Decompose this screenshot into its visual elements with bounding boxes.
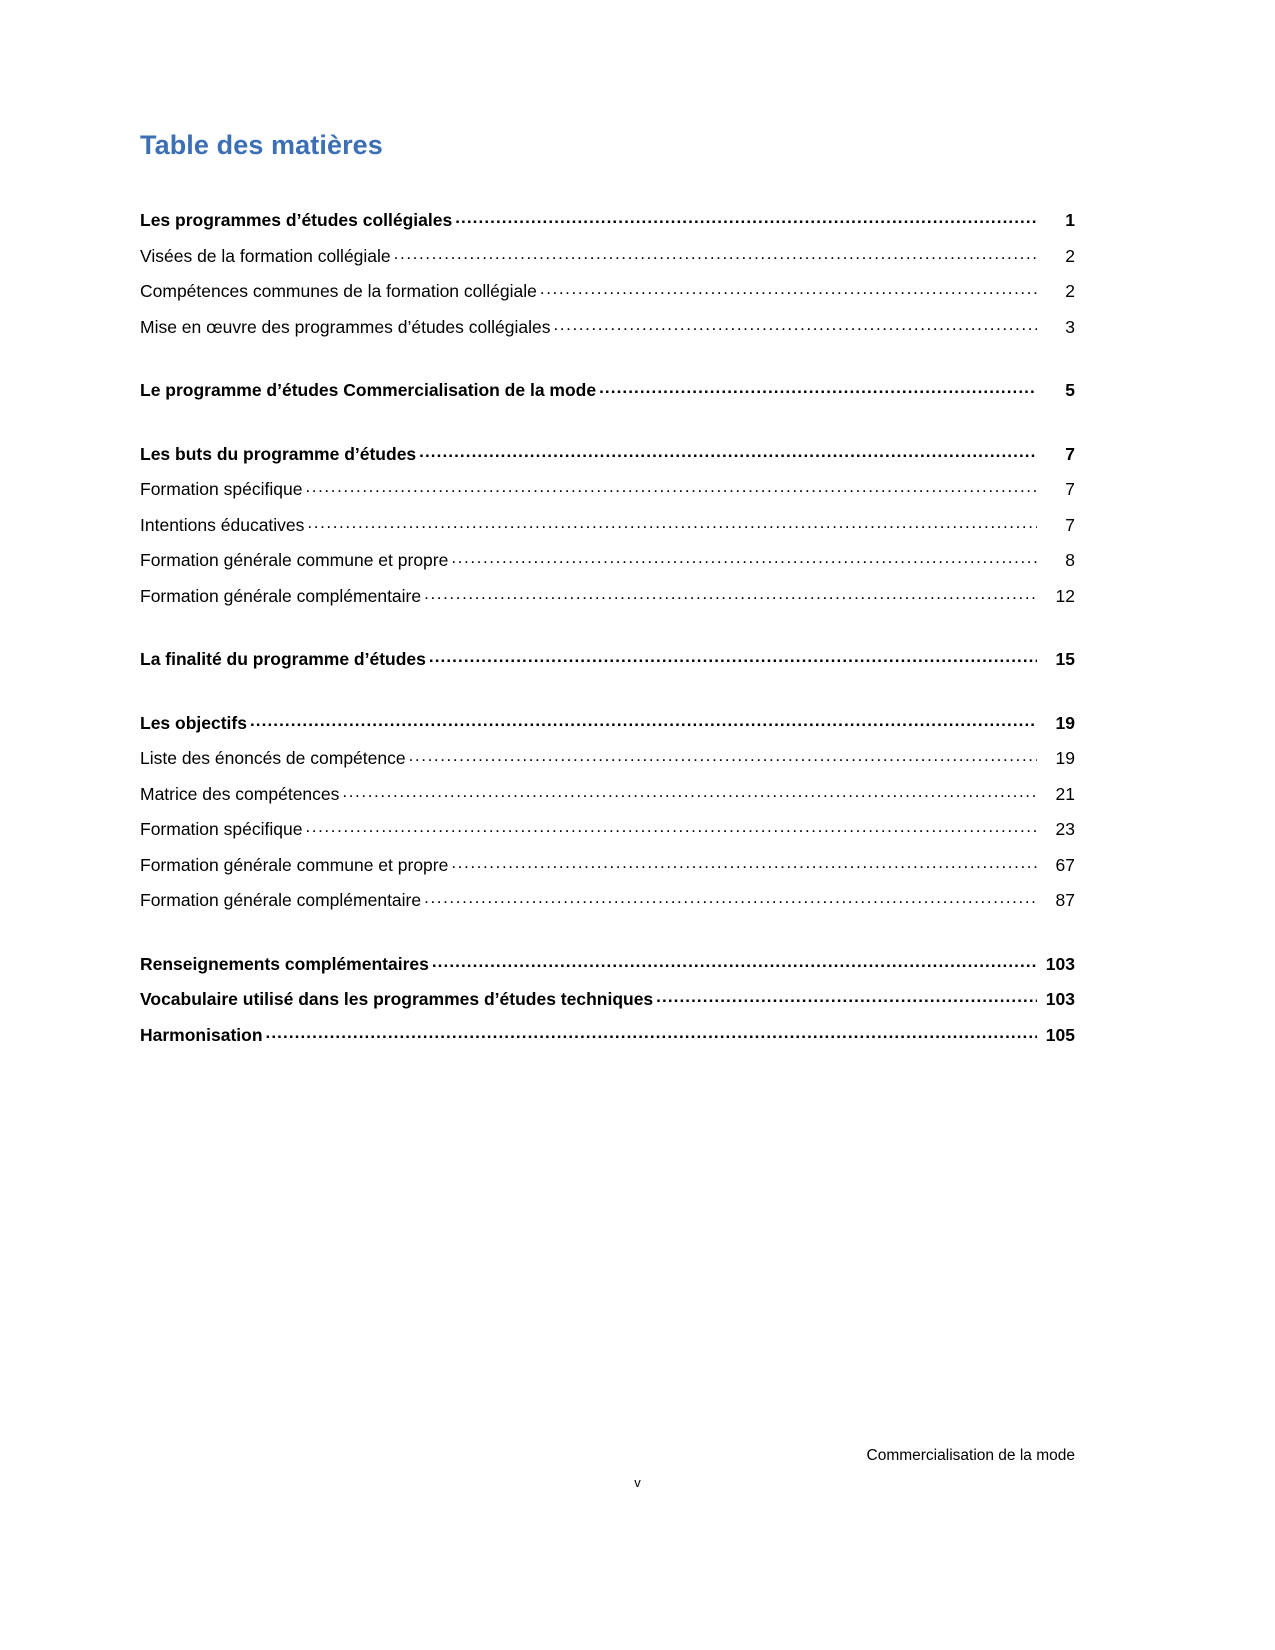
toc-entry-page-number: 2: [1065, 281, 1075, 301]
toc-entry-label: Mise en œuvre des programmes d’études collégiales: [140, 316, 551, 337]
toc-entry-page-number: 7: [1065, 479, 1075, 499]
toc-leader-dots: [419, 443, 1037, 460]
toc-entry-label: Matrice des compétences: [140, 783, 340, 804]
toc-entry-label: Vocabulaire utilisé dans les programmes d’études techniques: [140, 989, 654, 1009]
toc-leader-dots: [451, 854, 1037, 871]
toc-entry-page-number: 1: [1065, 210, 1075, 230]
toc-entry[interactable]: [140, 472, 1075, 508]
toc-group: [140, 373, 1075, 409]
toc-entry[interactable]: [140, 1018, 1075, 1054]
toc-leader-dots: [266, 1024, 1037, 1041]
toc-entry-page-number: 87: [1055, 890, 1075, 910]
toc-entry[interactable]: [140, 741, 1075, 777]
toc-entry[interactable]: [140, 777, 1075, 813]
toc-entry-page-number: 23: [1055, 819, 1075, 839]
toc-entry[interactable]: [140, 239, 1075, 275]
toc-group-spacer: [140, 614, 1075, 642]
toc-entry-page-number: 3: [1065, 316, 1075, 337]
toc-entry-page-number: 19: [1055, 712, 1075, 733]
toc-entry-page-number: 67: [1055, 854, 1075, 875]
toc-entry-label: Renseignements complémentaires: [140, 953, 429, 974]
toc-content: [140, 130, 1075, 1053]
toc-leader-dots: [342, 783, 1037, 800]
toc-group: [140, 437, 1075, 615]
toc-leader-dots: [250, 712, 1037, 729]
toc-entry-page-number: 2: [1065, 245, 1075, 266]
toc-leader-dots: [429, 648, 1037, 665]
toc-entry-label: Formation spécifique: [140, 819, 303, 839]
toc-leader-dots: [307, 514, 1037, 531]
toc-group-spacer: [140, 409, 1075, 437]
toc-group: [140, 706, 1075, 919]
toc-leader-dots: [553, 316, 1037, 333]
toc-entry[interactable]: [140, 373, 1075, 409]
toc-entry-label: Intentions éducatives: [140, 514, 305, 535]
toc-group-spacer: [140, 678, 1075, 706]
toc-entry-label: Formation générale commune et propre: [140, 550, 449, 570]
toc-entry-label: Formation générale commune et propre: [140, 854, 449, 875]
toc-entry-label: Le programme d’études Commercialisation de la mode: [140, 380, 597, 400]
toc-entry-label: Compétences communes de la formation collégiale: [140, 281, 537, 301]
toc-leader-dots: [455, 209, 1037, 226]
toc-entry[interactable]: [140, 508, 1075, 544]
toc-entry-label: Liste des énoncés de compétence: [140, 748, 406, 768]
toc-group: [140, 203, 1075, 345]
toc-entry-label: Les programmes d’études collégiales: [140, 210, 453, 230]
toc-entry[interactable]: [140, 274, 1075, 310]
page-title: Table des matières: [140, 130, 383, 160]
toc-entry-page-number: 5: [1065, 380, 1075, 400]
toc-entry[interactable]: [140, 706, 1075, 742]
toc-entry-page-number: 7: [1065, 514, 1075, 535]
toc-entry[interactable]: [140, 310, 1075, 346]
footer-program-name: Commercialisation de la mode: [866, 1447, 1075, 1464]
toc-group-spacer: [140, 919, 1075, 947]
table-of-contents: [140, 203, 1075, 1053]
toc-leader-dots: [305, 478, 1037, 495]
toc-leader-dots: [305, 818, 1037, 835]
toc-leader-dots: [540, 280, 1037, 297]
toc-entry[interactable]: [140, 812, 1075, 848]
toc-entry-label: Visées de la formation collégiale: [140, 245, 391, 266]
toc-entry[interactable]: [140, 437, 1075, 473]
toc-entry[interactable]: [140, 203, 1075, 239]
toc-entry-page-number: 15: [1055, 649, 1075, 669]
toc-entry-label: Harmonisation: [140, 1024, 263, 1045]
toc-entry-page-number: 8: [1065, 550, 1075, 570]
toc-leader-dots: [451, 549, 1037, 566]
toc-entry[interactable]: [140, 982, 1075, 1018]
toc-entry[interactable]: [140, 579, 1075, 615]
footer-page-number: v: [634, 1475, 641, 1490]
toc-entry-page-number: 12: [1055, 585, 1075, 606]
toc-leader-dots: [656, 988, 1037, 1005]
toc-entry-page-number: 105: [1045, 1024, 1075, 1045]
toc-entry[interactable]: [140, 642, 1075, 678]
toc-entry-page-number: 19: [1055, 748, 1075, 768]
toc-entry-page-number: 21: [1055, 783, 1075, 804]
toc-group: [140, 947, 1075, 1054]
toc-entry-label: Formation générale complémentaire: [140, 890, 422, 910]
toc-entry-page-number: 103: [1045, 989, 1075, 1009]
toc-entry-label: Les buts du programme d’études: [140, 443, 417, 464]
toc-leader-dots: [424, 585, 1037, 602]
toc-entry-label: La finalité du programme d’études: [140, 649, 426, 669]
toc-leader-dots: [409, 747, 1037, 764]
toc-leader-dots: [394, 245, 1037, 262]
toc-entry-label: Formation générale complémentaire: [140, 585, 422, 606]
toc-entry-label: Les objectifs: [140, 712, 247, 733]
toc-leader-dots: [432, 953, 1037, 970]
toc-entry[interactable]: [140, 543, 1075, 579]
toc-group: [140, 642, 1075, 678]
toc-group-spacer: [140, 345, 1075, 373]
toc-entry[interactable]: [140, 947, 1075, 983]
toc-entry-page-number: 103: [1045, 953, 1075, 974]
toc-entry[interactable]: [140, 848, 1075, 884]
toc-entry-page-number: 7: [1065, 443, 1075, 464]
toc-leader-dots: [599, 379, 1037, 396]
toc-entry-label: Formation spécifique: [140, 479, 303, 499]
toc-entry[interactable]: [140, 883, 1075, 919]
toc-leader-dots: [424, 889, 1037, 906]
